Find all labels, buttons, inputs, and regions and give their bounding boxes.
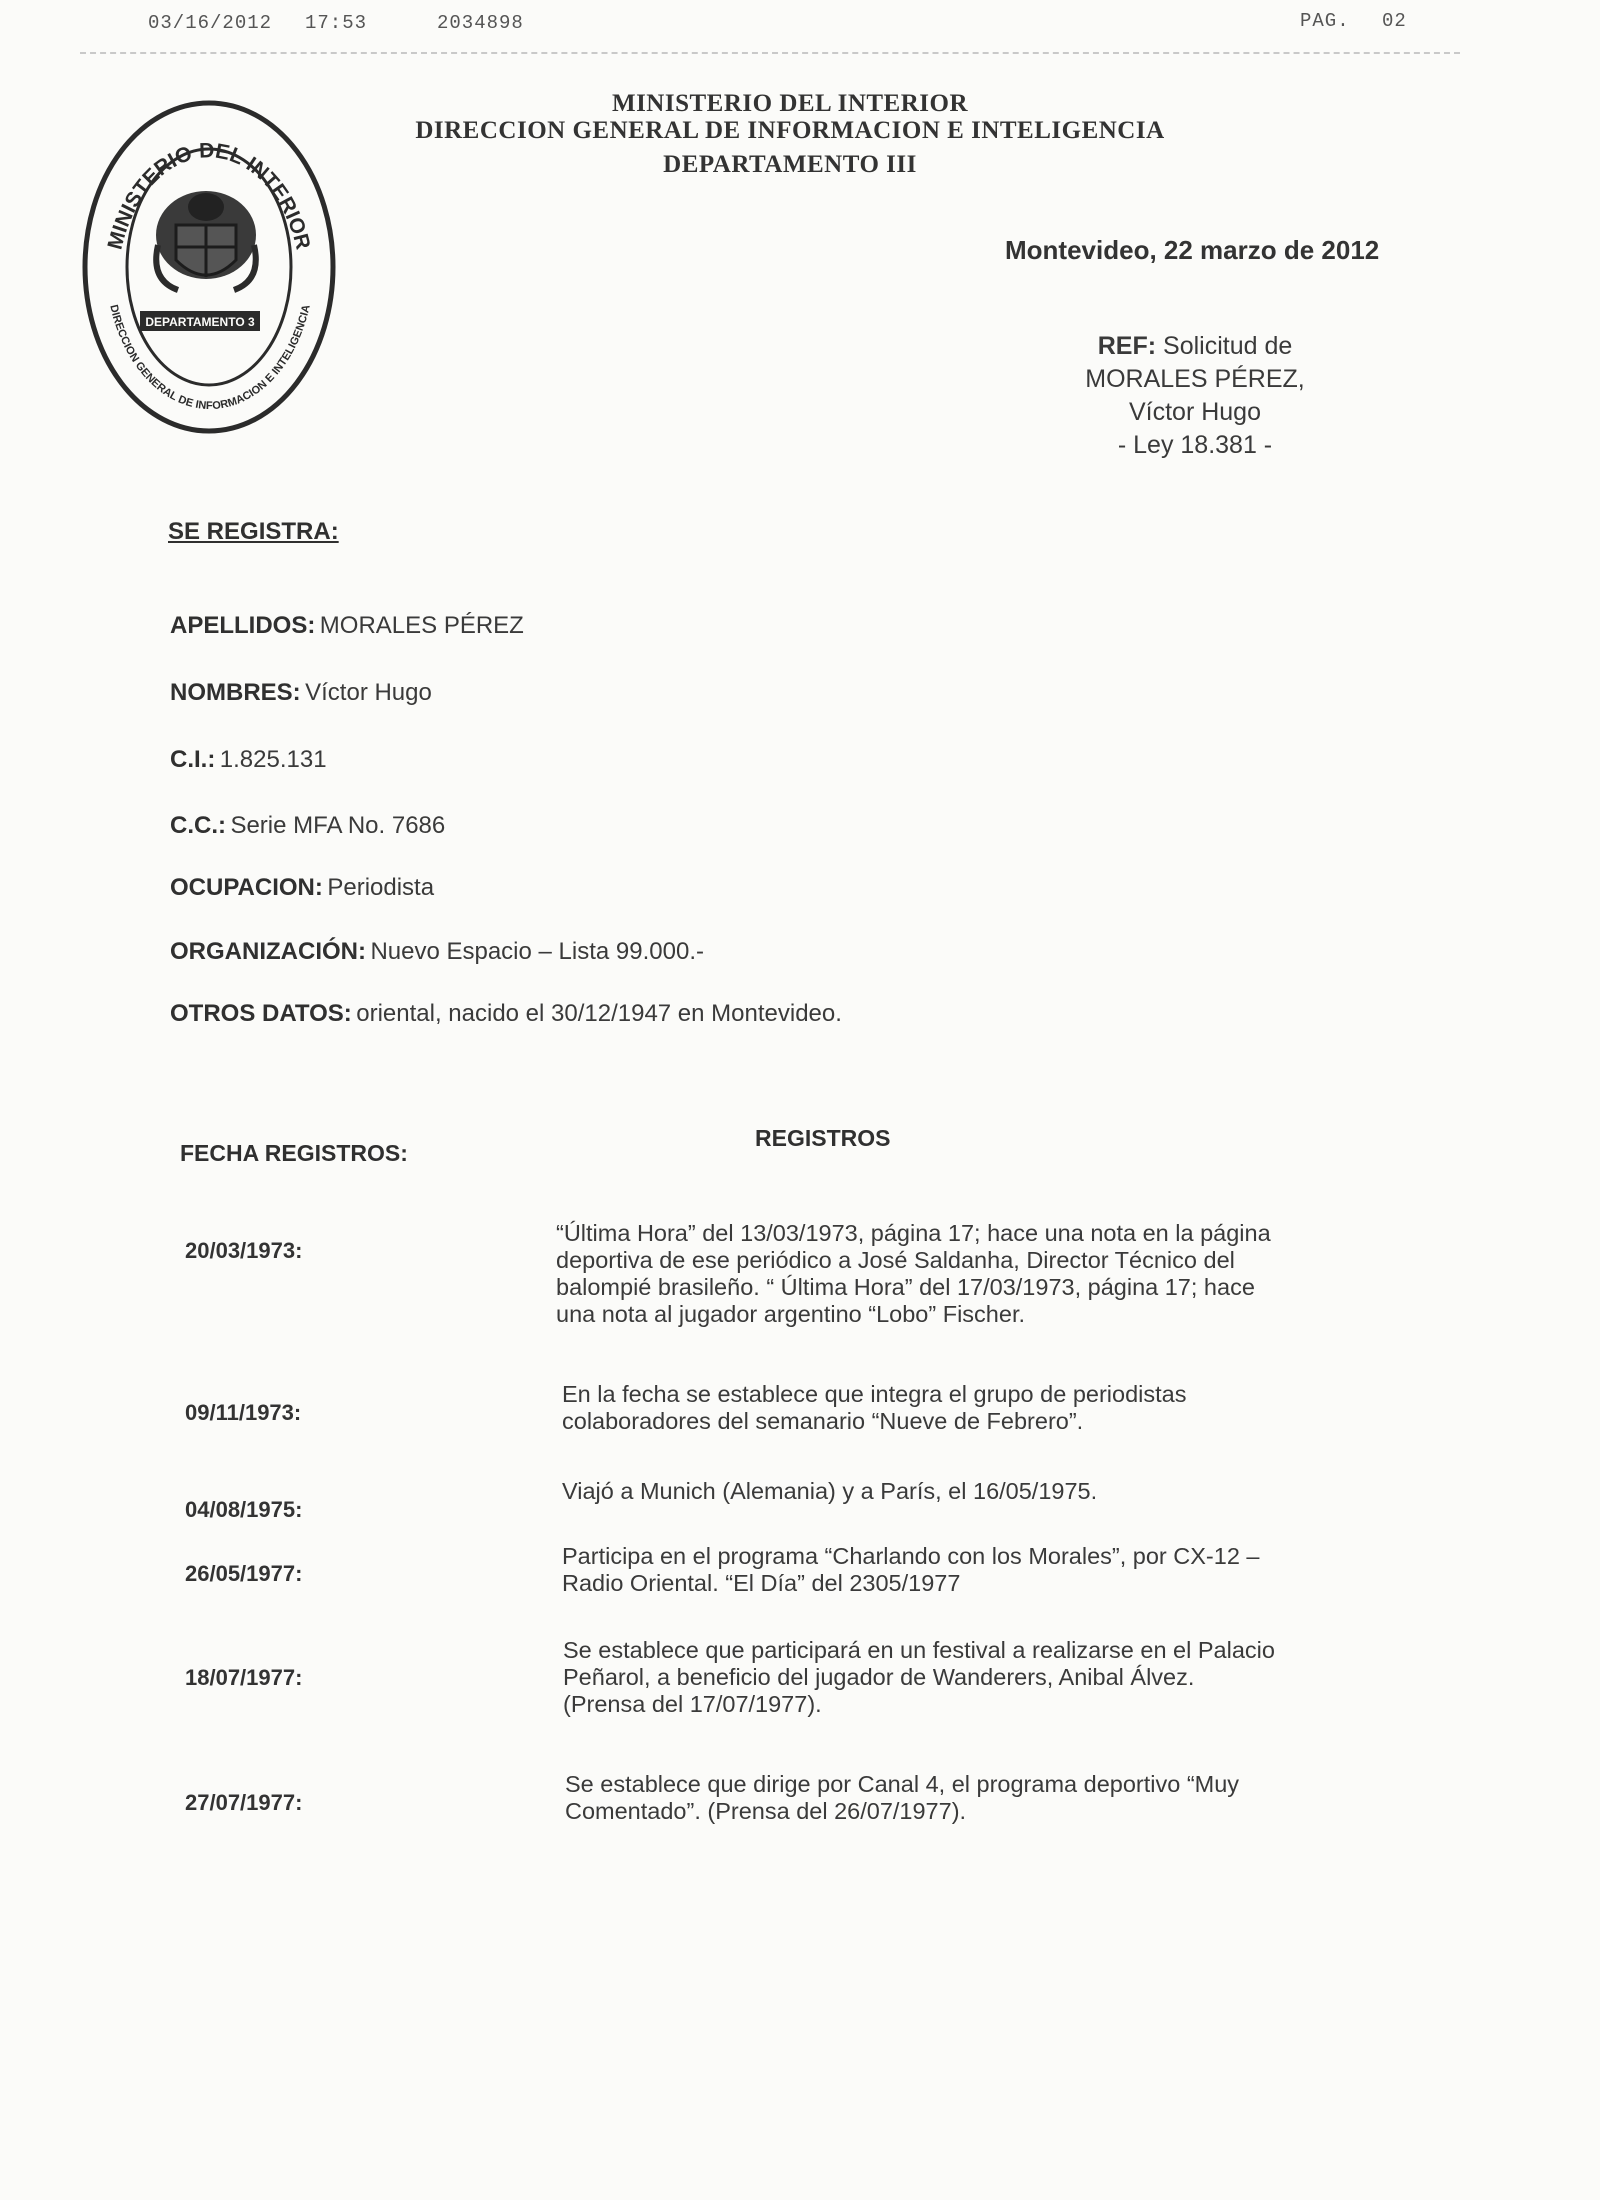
record-line: Participa en el programa “Charlando con los Morales”, por CX-12 – [562, 1543, 1260, 1569]
field-row [170, 679, 432, 707]
seal-center-text: DEPARTAMENTO 3 [145, 315, 255, 329]
coat-of-arms-icon [156, 191, 256, 290]
record-line: balompié brasileño. “ Última Hora” del 17/03/1973, página 17; hace [556, 1274, 1255, 1300]
field-value: Periodista [327, 874, 435, 901]
record-text [562, 1478, 1462, 1505]
reference-line-4: - Ley 18.381 - [1117, 431, 1273, 459]
record-line: deportiva de ese periódico a José Saldanha, Director Técnico del [556, 1247, 1235, 1273]
record-date: 09/11/1973: [185, 1400, 302, 1425]
seal-top-text: MINISTERIO DEL INTERIOR [103, 139, 315, 252]
field-label: C.C.: [170, 812, 226, 839]
record-line: Peñarol, a beneficio del jugador de Wanderers, Anibal Álvez. [563, 1664, 1195, 1690]
field-label: OCUPACION: [170, 874, 323, 901]
field-value: MORALES PÉREZ [319, 612, 524, 639]
fax-date: 03/16/2012 [148, 12, 273, 34]
field-label: C.I.: [170, 746, 216, 773]
record-line: Se establece que participará en un festival a realizarse en el Palacio [563, 1637, 1275, 1663]
record-line: Viajó a Munich (Alemania) y a París, el 16/05/1975. [562, 1478, 1098, 1504]
field-label: OTROS DATOS: [170, 1000, 352, 1027]
fax-time: 17:53 [305, 12, 368, 34]
record-text [563, 1637, 1463, 1718]
fax-page-number: 02 [1382, 10, 1407, 32]
record-text [562, 1543, 1462, 1597]
record-line: Se establece que dirige por Canal 4, el programa deportivo “Muy [565, 1771, 1240, 1797]
fax-page-label: PAG. [1300, 10, 1350, 32]
record-line: (Prensa del 17/07/1977). [563, 1691, 822, 1717]
section-title: SE REGISTRA: [168, 518, 339, 545]
reference-line-3: Víctor Hugo [1128, 398, 1261, 426]
field-label: APELLIDOS: [170, 612, 316, 639]
fax-header-divider [80, 52, 1460, 54]
field-row [170, 874, 434, 902]
records-header: REGISTROS [755, 1125, 891, 1151]
record-line: Radio Oriental. “El Día” del 2305/1977 [562, 1570, 961, 1596]
record-line: Comentado”. (Prensa del 26/07/1977). [565, 1798, 967, 1824]
field-row [170, 612, 524, 640]
seal-bottom-text: DIRECCION GENERAL DE INFORMACION E INTELIGENCIA [107, 303, 313, 413]
record-line: “Última Hora” del 13/03/1973, página 17; hace una nota en la página [556, 1220, 1271, 1246]
record-date: 20/03/1973: [185, 1238, 303, 1263]
header-direction: DIRECCION GENERAL DE INFORMACION E INTELIGENCIA [415, 117, 1165, 144]
field-row [170, 746, 327, 774]
fax-number: 2034898 [437, 12, 524, 34]
field-row [170, 1000, 842, 1028]
field-value: Nuevo Espacio – Lista 99.000.- [370, 938, 704, 965]
record-date: 18/07/1977: [185, 1665, 303, 1690]
field-row [170, 812, 445, 840]
records-date-header: FECHA REGISTROS: [180, 1140, 408, 1166]
field-value: oriental, nacido el 30/12/1947 en Montevideo. [356, 1000, 842, 1027]
record-date: 26/05/1977: [185, 1561, 303, 1586]
header-department: DEPARTAMENTO III [663, 151, 917, 178]
reference-line-2: MORALES PÉREZ, [1085, 365, 1305, 393]
record-text [562, 1381, 1462, 1435]
record-text [565, 1771, 1465, 1825]
field-value: Víctor Hugo [305, 679, 432, 706]
reference-line-1: REF: Solicitud de [1097, 332, 1293, 360]
record-line: En la fecha se establece que integra el grupo de periodistas [562, 1381, 1187, 1407]
record-date: 27/07/1977: [185, 1790, 303, 1815]
official-seal-stamp [78, 95, 340, 435]
field-label: NOMBRES: [170, 679, 301, 706]
field-value: 1.825.131 [219, 746, 327, 773]
reference-label: REF: [1097, 332, 1157, 360]
record-line: una nota al jugador argentino “Lobo” Fischer. [556, 1301, 1026, 1327]
header-ministry: MINISTERIO DEL INTERIOR [611, 90, 969, 117]
field-row [170, 938, 704, 966]
date-line: Montevideo, 22 marzo de 2012 [1005, 235, 1380, 265]
record-text [556, 1220, 1456, 1328]
reference-block [1030, 330, 1360, 462]
field-label: ORGANIZACIÓN: [170, 938, 366, 965]
field-value: Serie MFA No. 7686 [230, 812, 446, 839]
record-line: colaboradores del semanario “Nueve de Febrero”. [562, 1408, 1084, 1434]
record-date: 04/08/1975: [185, 1497, 303, 1522]
